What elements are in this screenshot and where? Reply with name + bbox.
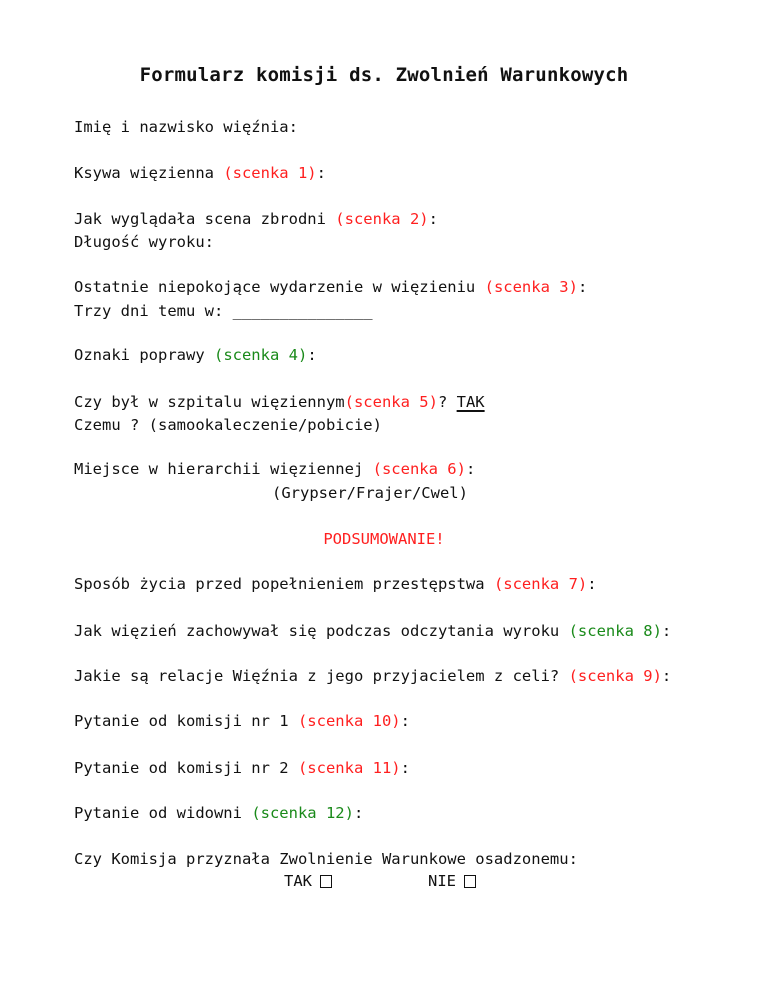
field-jak-wiezien: Jak więzień zachowywał się podczas odczytania wyroku (scenka 8): [74, 622, 672, 640]
scene-7-label: (scenka 7) [493, 575, 588, 593]
field-przyznala: Czy Komisja przyznała Zwolnienie Warunkowe osadzonemu: [74, 850, 578, 868]
field-sposob: Sposób życia przed popełnieniem przestępstwa (scenka 7): [74, 575, 597, 593]
nie-label: NIE [428, 872, 456, 890]
scene-11-label: (scenka 11) [297, 759, 401, 777]
scene-2-label: (scenka 2) [335, 210, 429, 228]
field-widownia: Pytanie od widowni (scenka 12): [74, 804, 364, 822]
field-czemu: Czemu ? (samookaleczenie/pobicie) [74, 416, 382, 434]
field-trzy-dni: Trzy dni temu w: _______________ [74, 302, 373, 320]
scene-4-label: (scenka 4) [213, 346, 308, 364]
tak-checkbox[interactable] [320, 875, 332, 888]
field-ksywa: Ksywa więzienna (scenka 1): [74, 164, 326, 182]
summary-heading: PODSUMOWANIE! [323, 530, 445, 548]
miejsce-options: (Grypser/Frajer/Cwel) [272, 484, 468, 502]
szpital-answer: TAK [456, 393, 485, 411]
tak-label: TAK [284, 872, 312, 890]
option-nie [428, 872, 476, 890]
scene-8-label: (scenka 8) [568, 622, 662, 640]
scene-9-label: (scenka 9) [568, 667, 662, 685]
field-relacje: Jakie są relacje Więźnia z jego przyjacielem z celi? (scenka 9): [74, 667, 672, 685]
scene-6-label: (scenka 6) [372, 460, 466, 478]
form-title: Formularz komisji ds. Zwolnień Warunkowych [139, 64, 629, 86]
field-pytanie1: Pytanie od komisji nr 1 (scenka 10): [74, 712, 410, 730]
scene-1-label: (scenka 1) [223, 164, 317, 182]
scene-5-label: (scenka 5) [344, 393, 438, 411]
nie-checkbox[interactable] [464, 875, 476, 888]
field-jak-wygladala: Jak wyglądała scena zbrodni (scenka 2): [74, 210, 438, 228]
scene-12-label: (scenka 12) [251, 804, 354, 822]
option-tak [284, 872, 332, 890]
field-pytanie2: Pytanie od komisji nr 2 (scenka 11): [74, 759, 410, 777]
scene-10-label: (scenka 10) [297, 712, 401, 730]
field-dlugosc: Długość wyroku: [74, 233, 214, 251]
field-ostatnie: Ostatnie niepokojące wydarzenie w więzieniu (scenka 3): [74, 278, 588, 296]
scene-3-label: (scenka 3) [484, 278, 578, 296]
field-imie: Imię i nazwisko więźnia: [74, 118, 298, 136]
field-oznaki: Oznaki poprawy (scenka 4): [74, 346, 317, 364]
field-miejsce: Miejsce w hierarchii więziennej (scenka 6): [74, 460, 476, 478]
field-szpital: Czy był w szpitalu więziennym(scenka 5)? TAK [74, 393, 485, 411]
